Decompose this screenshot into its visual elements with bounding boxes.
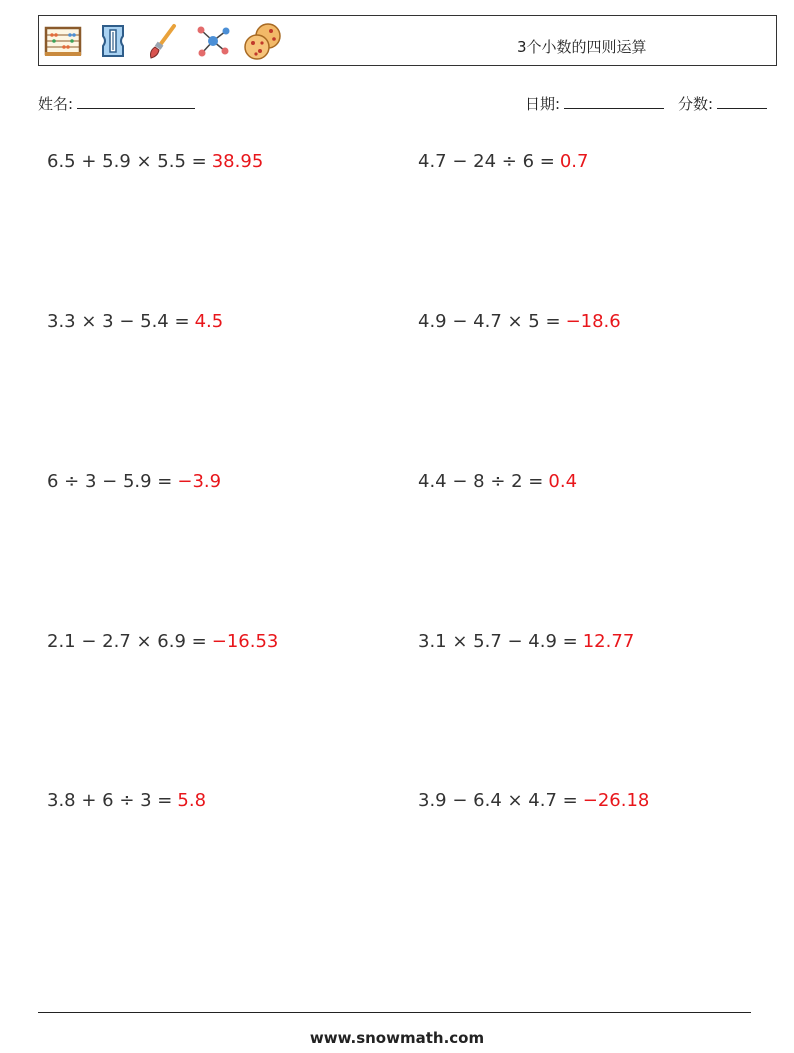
date-field[interactable] xyxy=(525,93,664,114)
name-field[interactable] xyxy=(38,93,195,114)
problem-expression: 3.1 × 5.7 − 4.9 = xyxy=(418,631,578,652)
problem-answer: 12.77 xyxy=(582,631,635,652)
problem-answer: 4.5 xyxy=(194,311,224,332)
cookies-icon xyxy=(243,21,283,61)
header-icons xyxy=(43,21,283,61)
problem-expression: 4.9 − 4.7 × 5 = xyxy=(418,311,561,332)
problem-1 xyxy=(47,151,263,172)
name-label: 姓名: xyxy=(38,95,74,113)
score-field[interactable] xyxy=(678,93,767,114)
name-blank[interactable] xyxy=(77,93,195,109)
date-blank[interactable] xyxy=(564,93,664,109)
problem-6 xyxy=(418,471,577,492)
problem-7 xyxy=(47,631,278,652)
problem-expression: 3.3 × 3 − 5.4 = xyxy=(47,311,190,332)
score-blank[interactable] xyxy=(717,93,767,109)
problem-10 xyxy=(418,790,649,811)
problem-answer: 0.4 xyxy=(548,471,578,492)
problem-4 xyxy=(418,311,621,332)
problem-8 xyxy=(418,631,634,652)
problem-expression: 4.4 − 8 ÷ 2 = xyxy=(418,471,544,492)
problem-expression: 3.9 − 6.4 × 4.7 = xyxy=(418,790,578,811)
problem-expression: 3.8 + 6 ÷ 3 = xyxy=(47,790,173,811)
problem-5 xyxy=(47,471,221,492)
footer-divider xyxy=(38,1012,751,1013)
footer-website: www.snowmath.com xyxy=(309,1029,485,1047)
score-label: 分数: xyxy=(678,95,714,113)
paintbrush-icon xyxy=(143,21,183,61)
problem-answer: 38.95 xyxy=(211,151,264,172)
problem-3 xyxy=(47,311,223,332)
problem-answer: 5.8 xyxy=(177,790,207,811)
problem-9 xyxy=(47,790,206,811)
problem-expression: 6 ÷ 3 − 5.9 = xyxy=(47,471,173,492)
abacus-icon xyxy=(43,21,83,61)
problem-expression: 4.7 − 24 ÷ 6 = xyxy=(418,151,555,172)
problem-answer: −26.18 xyxy=(582,790,650,811)
worksheet-header xyxy=(38,15,777,66)
problem-answer: −16.53 xyxy=(211,631,279,652)
problem-expression: 2.1 − 2.7 × 6.9 = xyxy=(47,631,207,652)
problem-answer: 0.7 xyxy=(559,151,589,172)
problem-answer: −3.9 xyxy=(177,471,222,492)
molecule-icon xyxy=(193,21,233,61)
problem-expression: 6.5 + 5.9 × 5.5 = xyxy=(47,151,207,172)
date-label: 日期: xyxy=(525,95,561,113)
problem-answer: −18.6 xyxy=(565,311,621,332)
worksheet-title: 3个小数的四则运算 xyxy=(517,38,647,56)
problem-2 xyxy=(418,151,588,172)
pencil-sharpener-icon xyxy=(93,21,133,61)
